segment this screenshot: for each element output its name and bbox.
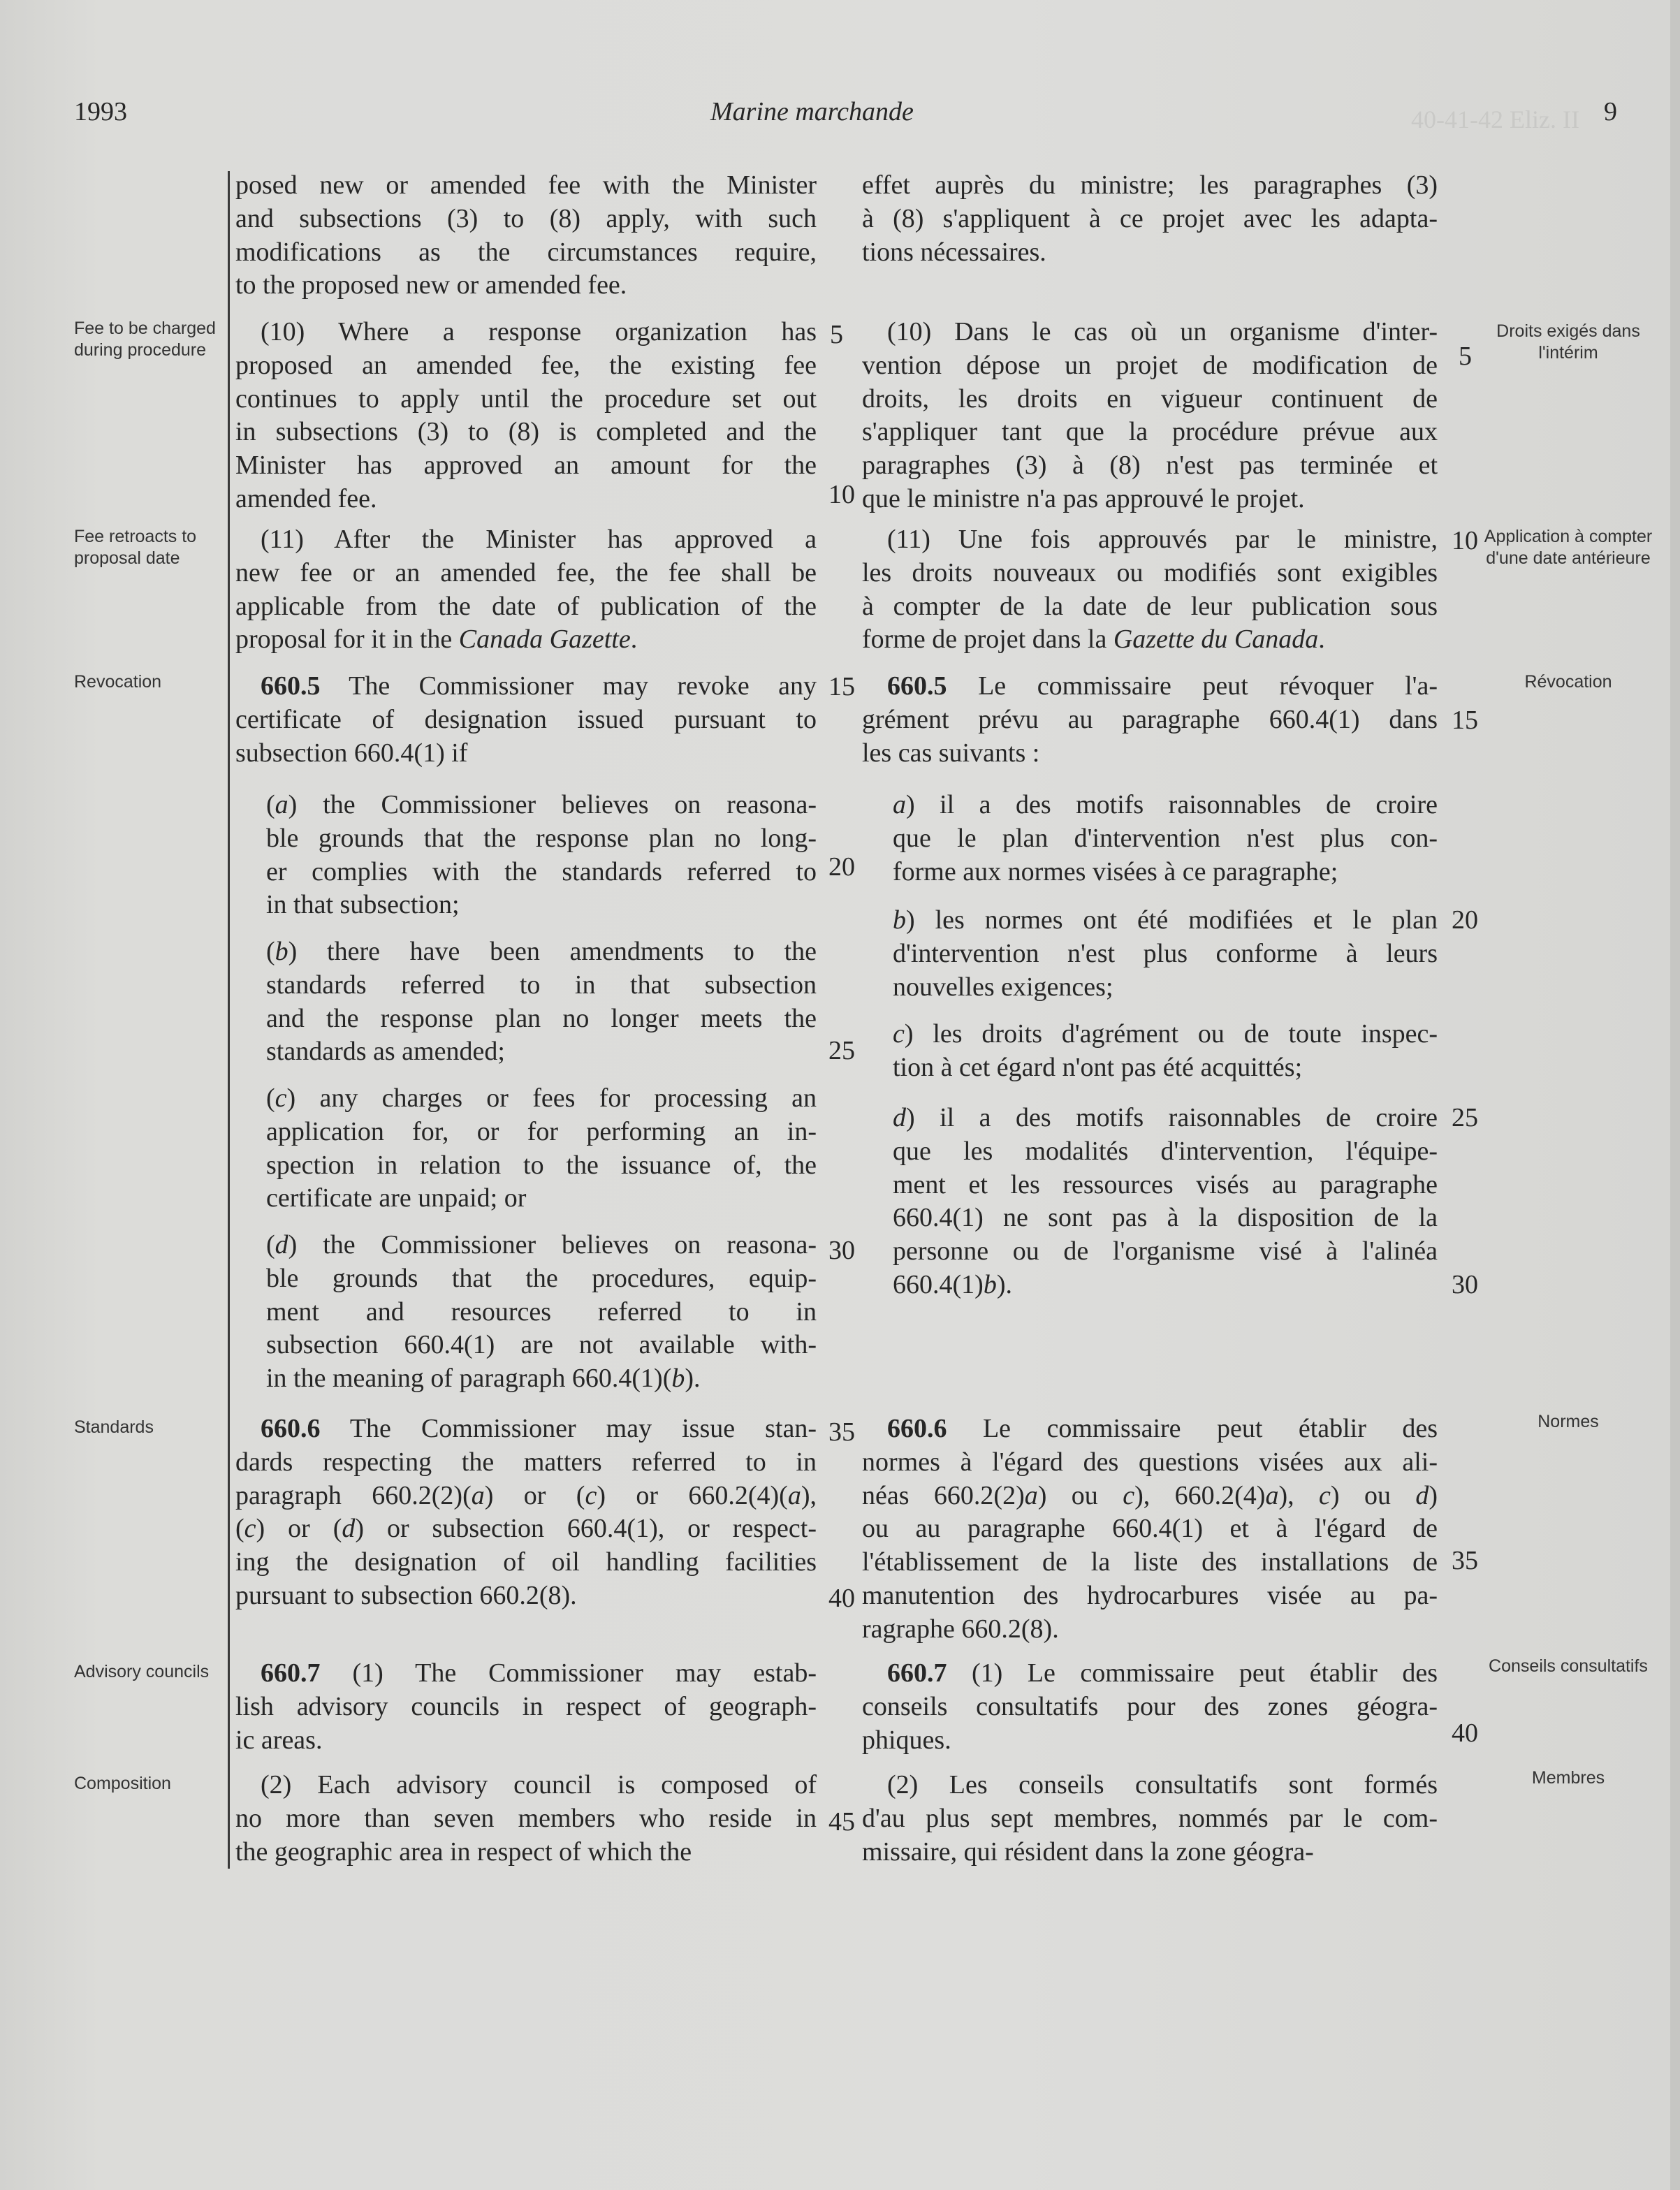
text-line: in that subsection; xyxy=(266,890,460,920)
section-number: 660.5 xyxy=(887,671,947,701)
header-title: Marine marchande xyxy=(710,97,914,126)
section-number: 660.6 xyxy=(887,1414,947,1443)
text-line: droits, les droits en vigueur continuent de xyxy=(862,384,1438,414)
line-number: 35 xyxy=(828,1417,855,1447)
margin-note-droits-interim: Droits exigés dans l'intérim xyxy=(1496,321,1640,363)
line-number: 35 xyxy=(1452,1546,1478,1575)
text-line: personne ou de l'organisme visé à l'alinéa xyxy=(893,1236,1438,1266)
text-line: 660.7 (1) The Commissioner may estab- xyxy=(261,1658,817,1688)
en-para-11 xyxy=(235,523,817,657)
text-line: d'au plus sept membres, nommés par le com- xyxy=(862,1803,1438,1833)
text-line: applicable from the date of publication of the xyxy=(235,591,817,621)
text-line: proposed an amended fee, the existing fee xyxy=(235,350,817,380)
text-line: a) il a des motifs raisonnables de croire xyxy=(893,790,1438,819)
text-line: néas 660.2(2)a) ou c), 660.2(4)a), c) ou d) xyxy=(862,1480,1438,1510)
text-line: nouvelles exigences; xyxy=(893,972,1113,1002)
text-line: standards as amended; xyxy=(266,1037,505,1067)
margin-note-revocation-fr: Révocation xyxy=(1524,672,1612,692)
text-line: ble grounds that the procedures, equip- xyxy=(266,1263,817,1293)
line-number: 25 xyxy=(828,1036,855,1065)
text-line: to the proposed new or amended fee. xyxy=(235,270,627,300)
section-number: 660.7 xyxy=(887,1658,947,1688)
text-line: standards referred to in that subsection xyxy=(266,970,817,1000)
fr-section-660-5 xyxy=(862,670,1438,770)
text-line: manutention des hydrocarbures visée au pa- xyxy=(862,1580,1438,1610)
en-section-660-6 xyxy=(235,1412,817,1613)
text-line: les droits nouveaux ou modifiés sont exigibles xyxy=(862,557,1438,587)
fr-para-d xyxy=(893,1102,1438,1302)
margin-note-standards: Standards xyxy=(74,1417,154,1437)
line-number: 40 xyxy=(1452,1718,1478,1748)
text-line: (b) there have been amendments to the xyxy=(266,937,817,966)
text-line: er complies with the standards referred to xyxy=(266,856,817,886)
text-line: (d) the Commissioner believes on reasona- xyxy=(266,1230,817,1260)
text-line: (2) Each advisory council is composed of xyxy=(261,1770,817,1800)
text-line: (c) any charges or fees for processing an xyxy=(266,1083,817,1113)
text-line: tion à cet égard n'ont pas été acquittés; xyxy=(893,1052,1303,1082)
en-para-c xyxy=(266,1082,817,1216)
text-line: 660.6 Le commissaire peut établir des xyxy=(887,1414,1438,1443)
bleed-through: 40-41-42 Eliz. II xyxy=(1411,105,1579,133)
text-line: paragraph 660.2(2)(a) or (c) or 660.2(4)(a), xyxy=(235,1480,817,1510)
text-line: forme aux normes visées à ce paragraphe; xyxy=(893,856,1338,886)
margin-note-composition: Composition xyxy=(74,1774,171,1793)
section-number: 660.7 xyxy=(261,1658,321,1688)
text-line: (2) Les conseils consultatifs sont formés xyxy=(887,1770,1438,1800)
text-line: spection in relation to the issuance of, the xyxy=(266,1150,817,1180)
line-number: 5 xyxy=(830,320,843,349)
margin-note-fee-retroacts: Fee retroacts to proposal date xyxy=(74,527,197,568)
fr-para-continuation xyxy=(862,169,1438,269)
text-line: posed new or amended fee with the Minister xyxy=(235,170,817,200)
text-line: certificate are unpaid; or xyxy=(266,1183,527,1213)
text-line: s'appliquer tant que la procédure prévue aux xyxy=(862,417,1438,447)
text-line: conseils consultatifs pour des zones géogra- xyxy=(862,1691,1438,1721)
margin-note-advisory-councils: Advisory councils xyxy=(74,1662,210,1681)
line-number: 45 xyxy=(828,1807,855,1837)
text-line: lish advisory councils in respect of geograph- xyxy=(235,1691,817,1721)
en-para-composition xyxy=(235,1769,817,1869)
text-line: (c) or (d) or subsection 660.4(1), or respect- xyxy=(235,1514,817,1544)
text-line: à compter de la date de leur publication sous xyxy=(862,591,1438,621)
fr-para-11 xyxy=(862,523,1438,657)
text-line: subsection 660.4(1) if xyxy=(235,738,468,768)
text-line: d) il a des motifs raisonnables de croire xyxy=(893,1103,1438,1132)
text-line: in the meaning of paragraph 660.4(1)(b). xyxy=(266,1364,701,1394)
text-line: ou au paragraphe 660.4(1) et à l'égard de xyxy=(862,1514,1438,1544)
text-line: que les modalités d'intervention, l'équipe- xyxy=(893,1136,1438,1166)
text-line: forme de projet dans la Gazette du Canada. xyxy=(862,625,1325,655)
text-line: d'intervention n'est plus conforme à leurs xyxy=(893,938,1438,968)
text-line: 660.7 (1) Le commissaire peut établir des xyxy=(887,1658,1438,1688)
text-line: 660.6 The Commissioner may issue stan- xyxy=(261,1414,817,1443)
line-number: 15 xyxy=(828,672,855,701)
en-para-a xyxy=(266,789,817,922)
margin-note-fee-during-procedure: Fee to be charged during procedure xyxy=(74,319,216,360)
text-line: vention dépose un projet de modification de xyxy=(862,350,1438,380)
text-line: 660.4(1)b). xyxy=(893,1269,1012,1299)
text-line: dards respecting the matters referred to in xyxy=(235,1447,817,1477)
en-para-continuation xyxy=(235,169,817,302)
line-number: 15 xyxy=(1452,706,1478,735)
text-line: the geographic area in respect of which the xyxy=(235,1837,692,1867)
text-line: Minister has approved an amount for the xyxy=(235,451,817,481)
en-section-660-7 xyxy=(235,1657,817,1757)
line-number: 25 xyxy=(1452,1103,1478,1132)
page-edge-shadow xyxy=(1670,0,1680,2190)
text-line: c) les droits d'agrément ou de toute inspec- xyxy=(893,1019,1438,1049)
text-line: new fee or an amended fee, the fee shall be xyxy=(235,557,817,587)
text-line: (a) the Commissioner believes on reasona- xyxy=(266,790,817,819)
fr-para-b xyxy=(893,904,1438,1004)
page-number: 9 xyxy=(1604,97,1617,126)
en-para-b xyxy=(266,935,817,1069)
text-line: effet auprès du ministre; les paragraphes (3) xyxy=(862,170,1438,200)
text-line: in subsections (3) to (8) is completed and the xyxy=(235,417,817,447)
text-line: subsection 660.4(1) are not available with- xyxy=(266,1330,817,1360)
text-line: grément prévu au paragraphe 660.4(1) dans xyxy=(862,704,1438,734)
line-number: 30 xyxy=(1452,1270,1478,1299)
text-line: ble grounds that the response plan no long- xyxy=(266,823,817,853)
text-line: (11) Une fois approuvés par le ministre, xyxy=(887,525,1438,554)
text-line: amended fee. xyxy=(235,483,377,513)
en-para-d xyxy=(266,1229,817,1396)
text-line: and the response plan no longer meets the xyxy=(266,1003,817,1033)
section-number: 660.5 xyxy=(261,671,321,701)
fr-para-membres xyxy=(862,1769,1438,1869)
fr-para-10 xyxy=(862,316,1438,516)
section-number: 660.6 xyxy=(261,1414,321,1443)
header-year: 1993 xyxy=(74,97,127,126)
text-line: (10) Dans le cas où un organisme d'inter- xyxy=(887,317,1438,346)
margin-note-application-anterieure: Application à compter d'une date antérieure xyxy=(1484,527,1653,568)
text-line: à (8) s'appliquent à ce projet avec les adapta- xyxy=(862,203,1438,233)
margin-note-membres: Membres xyxy=(1531,1768,1605,1788)
text-line: continues to apply until the procedure set out xyxy=(235,384,817,414)
text-line: ment et les ressources visés au paragraphe xyxy=(893,1169,1438,1199)
text-line: pursuant to subsection 660.2(8). xyxy=(235,1580,577,1610)
line-number: 20 xyxy=(1452,905,1478,935)
text-line: 660.4(1) ne sont pas à la disposition de la xyxy=(893,1203,1438,1233)
text-line: ic areas. xyxy=(235,1725,323,1755)
text-line: les cas suivants : xyxy=(862,738,1040,768)
line-number: 10 xyxy=(1452,526,1478,555)
text-line: (11) After the Minister has approved a xyxy=(261,525,817,554)
text-line: application for, or for performing an in- xyxy=(266,1116,817,1146)
line-number: 40 xyxy=(828,1584,855,1613)
text-line: l'établissement de la liste des installations de xyxy=(862,1547,1438,1577)
text-line: que le ministre n'a pas approuvé le projet. xyxy=(862,483,1305,513)
text-line: and subsections (3) to (8) apply, with such xyxy=(235,203,817,233)
text-line: certificate of designation issued pursuant to xyxy=(235,704,817,734)
text-line: missaire, qui résident dans la zone géogra- xyxy=(862,1837,1314,1867)
en-section-660-5 xyxy=(235,670,817,770)
margin-note-revocation: Revocation xyxy=(74,672,162,692)
text-line: ment and resources referred to in xyxy=(266,1297,817,1327)
fr-para-c xyxy=(893,1018,1438,1085)
text-line: ragraphe 660.2(8). xyxy=(862,1614,1059,1644)
fr-para-a xyxy=(893,789,1438,889)
text-line: que le plan d'intervention n'est plus con- xyxy=(893,823,1438,853)
text-line: b) les normes ont été modifiées et le plan xyxy=(893,905,1438,935)
text-line: (10) Where a response organization has xyxy=(261,317,817,346)
fr-section-660-6 xyxy=(862,1412,1438,1647)
text-line: no more than seven members who reside in xyxy=(235,1803,817,1833)
column-rule xyxy=(228,171,230,1869)
line-number: 20 xyxy=(828,852,855,882)
line-number: 5 xyxy=(1459,342,1472,371)
en-para-10 xyxy=(235,316,817,516)
margin-note-conseils-consultatifs: Conseils consultatifs xyxy=(1489,1656,1648,1676)
text-line: tions nécessaires. xyxy=(862,237,1046,267)
text-line: 660.5 The Commissioner may revoke any xyxy=(261,671,817,701)
text-line: paragraphes (3) à (8) n'est pas terminée et xyxy=(862,451,1438,481)
fr-section-660-7 xyxy=(862,1657,1438,1757)
margin-note-normes: Normes xyxy=(1537,1412,1599,1431)
text-line: 660.5 Le commissaire peut révoquer l'a- xyxy=(887,671,1438,701)
text-line: proposal for it in the Canada Gazette. xyxy=(235,625,638,655)
line-number: 30 xyxy=(828,1236,855,1265)
line-number: 10 xyxy=(828,480,855,509)
text-line: modifications as the circumstances require, xyxy=(235,237,817,267)
text-line: phiques. xyxy=(862,1725,951,1755)
text-line: ing the designation of oil handling facilities xyxy=(235,1547,817,1577)
text-line: normes à l'égard des questions visées aux ali- xyxy=(862,1447,1438,1477)
